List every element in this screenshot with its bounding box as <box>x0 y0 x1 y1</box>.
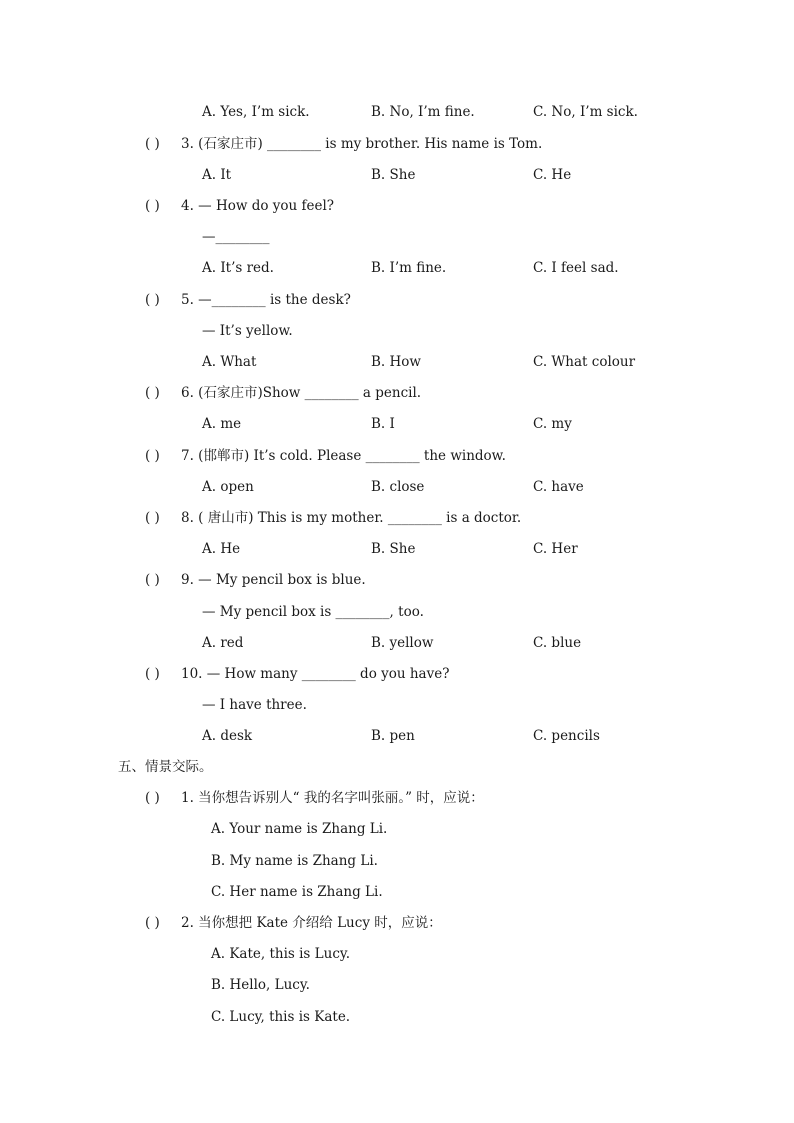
option-b: B. close <box>371 479 425 495</box>
option-c: C. Her name is Zhang Li. <box>211 884 383 900</box>
option-c: C. Her <box>533 541 578 557</box>
option-b: B. I’m fine. <box>371 260 447 276</box>
option-a: A. It’s red. <box>202 260 274 276</box>
option-a: A. open <box>202 479 254 495</box>
answer-blank: ( ) <box>145 510 160 526</box>
option-b: B. yellow <box>371 635 434 651</box>
option-c: C. What colour <box>533 354 636 370</box>
question-text: 8. ( 唐山市) This is my mother. ________ is a doctor. <box>181 510 522 526</box>
option-a: A. Yes, I’m sick. <box>202 104 310 120</box>
question-text: 1. 当你想告诉别人“ 我的名字叫张丽。” 时，应说： <box>181 790 484 806</box>
response-line: — My pencil box is ________, too. <box>202 604 424 620</box>
option-b: B. Hello, Lucy. <box>211 977 310 993</box>
option-b: B. She <box>371 541 416 557</box>
question-text: 10. — How many ________ do you have? <box>181 666 450 682</box>
response-line: — I have three. <box>202 697 307 713</box>
question-text: 2. 当你想把 Kate 介绍给 Lucy 时，应说： <box>181 915 442 931</box>
option-a: A. desk <box>202 728 253 744</box>
response-line: — It’s yellow. <box>202 323 293 339</box>
answer-blank: ( ) <box>145 790 160 806</box>
answer-blank: ( ) <box>145 448 160 464</box>
option-a: A. What <box>202 354 257 370</box>
option-a: A. me <box>202 416 242 432</box>
option-b: B. No, I’m fine. <box>371 104 475 120</box>
option-b: B. My name is Zhang Li. <box>211 853 378 869</box>
option-c: C. He <box>533 167 572 183</box>
answer-blank: ( ) <box>145 136 160 152</box>
option-a: A. He <box>202 541 241 557</box>
question-text: 6. (石家庄市)Show ________ a pencil. <box>181 385 422 401</box>
option-c: C. blue <box>533 635 582 651</box>
response-line: —________ <box>202 229 270 245</box>
option-c: C. I feel sad. <box>533 260 619 276</box>
answer-blank: ( ) <box>145 292 160 308</box>
question-text: 4. — How do you feel? <box>181 198 335 214</box>
option-b: B. How <box>371 354 421 370</box>
answer-blank: ( ) <box>145 666 160 682</box>
option-a: A. Your name is Zhang Li. <box>211 821 388 837</box>
section-title: 五、情景交际。 <box>118 759 213 775</box>
question-text: 7. (邯郸市) It’s cold. Please ________ the window. <box>181 448 506 464</box>
option-c: C. No, I’m sick. <box>533 104 638 120</box>
option-c: C. pencils <box>533 728 600 744</box>
answer-blank: ( ) <box>145 385 160 401</box>
option-a: A. red <box>202 635 244 651</box>
question-text: 9. — My pencil box is blue. <box>181 572 366 588</box>
option-c: C. my <box>533 416 572 432</box>
option-b: B. She <box>371 167 416 183</box>
option-c: C. have <box>533 479 584 495</box>
option-b: B. I <box>371 416 395 432</box>
option-a: A. Kate, this is Lucy. <box>211 946 351 962</box>
option-a: A. It <box>202 167 232 183</box>
answer-blank: ( ) <box>145 915 160 931</box>
option-c: C. Lucy, this is Kate. <box>211 1009 351 1025</box>
answer-blank: ( ) <box>145 572 160 588</box>
question-text: 5. —________ is the desk? <box>181 292 351 308</box>
option-b: B. pen <box>371 728 415 744</box>
answer-blank: ( ) <box>145 198 160 214</box>
question-text: 3. (石家庄市) ________ is my brother. His name is Tom. <box>181 136 543 152</box>
